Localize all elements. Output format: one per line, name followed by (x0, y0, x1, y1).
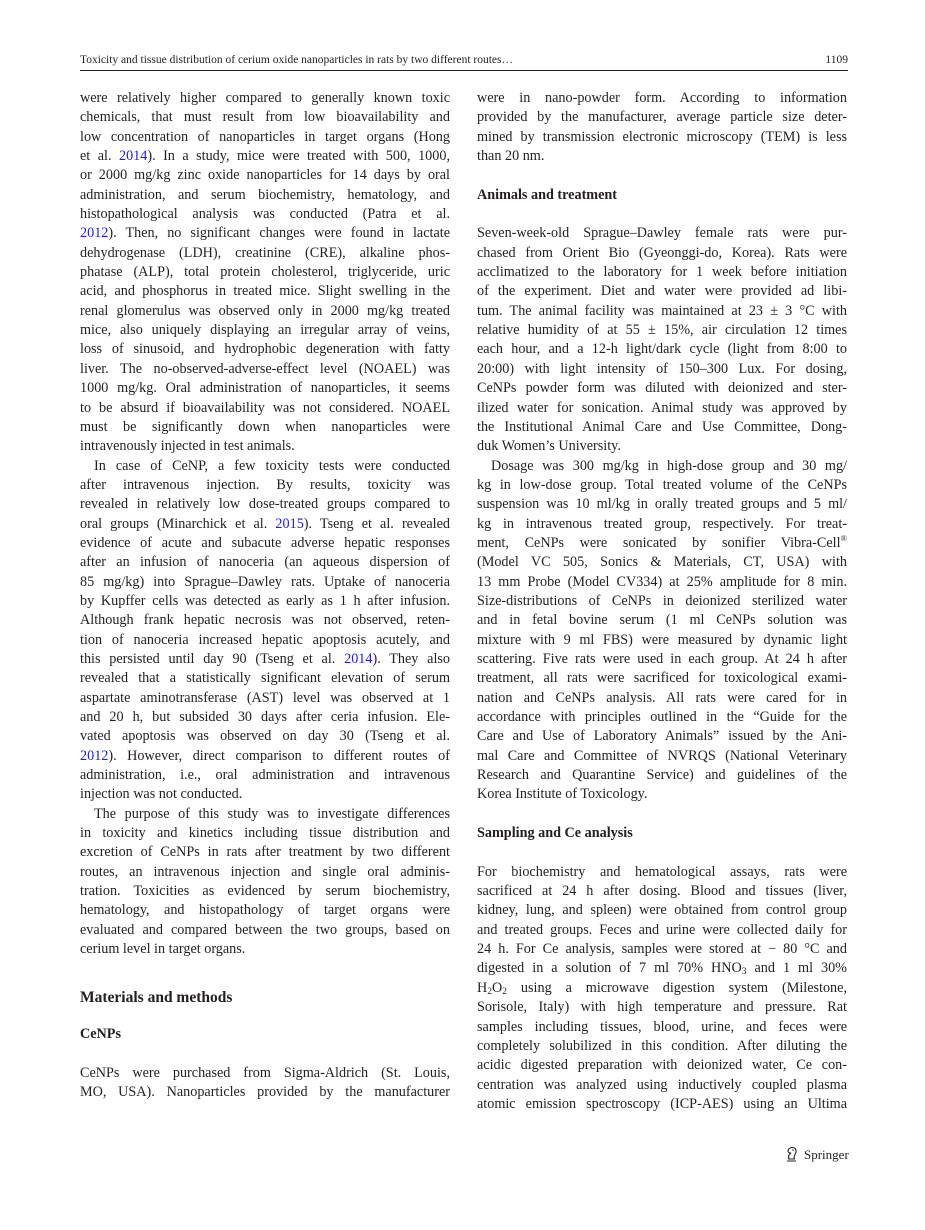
text-line: 13 mm Probe (Model CV334) at 25% amplitude for 8 min. (477, 573, 847, 590)
text-line: each hour, and a 12-h light/dark cycle (light from 8:00 to (477, 341, 847, 358)
text-line: duk Women’s University. (477, 438, 621, 455)
text-line: cerium level in target organs. (80, 941, 246, 958)
text-line: or 2000 mg/kg zinc oxide nanoparticles for 14 days by oral (80, 167, 450, 184)
text-line: intravenously injected in test animals. (80, 438, 295, 455)
text-line: tration. Toxicities as evidenced by serum biochemistry, (80, 883, 450, 900)
text-line: Sorisole, Italy) with high temperature and pressure. Rat (477, 999, 847, 1016)
text-line: liver. The no-observed-adverse-effect level (NOAEL) was (80, 360, 450, 377)
paragraph-sampling (477, 863, 847, 1114)
text-line: 24 h. For Ce analysis, samples were stored at − 80 °C and (477, 941, 847, 958)
text-line: In case of CeNP, a few toxicity tests were conducted (94, 457, 450, 474)
text-line: of the experiment. Diet and water were provided ad libi- (477, 283, 847, 300)
text-line: administration, i.e., oral administration and intravenous (80, 767, 450, 784)
citation-link-minarchick-2015[interactable]: 2015 (275, 515, 304, 532)
text-line: to be absurd if bioavailability was not considered. NOAEL (80, 399, 450, 416)
paragraph-dosage (477, 457, 847, 805)
text-line: must be significantly down when nanoparticles were (80, 418, 450, 435)
paragraph-cenps (80, 1064, 450, 1103)
text-line: acidic digested preparation with deionized water, Ce con- (477, 1057, 847, 1074)
subsection-heading-sampling: Sampling and Ce analysis (477, 825, 633, 842)
text-line: nation and CeNPs analysis. All rats were cared for in (477, 689, 847, 706)
text-line: tion of nanoceria increased hepatic apoptosis acutely, and (80, 631, 450, 648)
running-head (80, 50, 848, 70)
text-line: were in nano-powder form. According to information (477, 90, 847, 106)
text-line: digested in a solution of 7 ml 70% $HNO_3$ and 1 ml 30% (477, 960, 847, 978)
text-line: suspension was 10 ml/kg in orally treated groups and 5 ml/ (477, 496, 847, 513)
left-column (80, 89, 450, 1103)
text-line: atomic emission spectroscopy (ICP-AES) using an Ultima (477, 1095, 847, 1112)
text-line: administration, and serum biochemistry, hematology, and (80, 186, 450, 203)
text-line: loss of sinusoid, and hydrophobic degeneration with fatty (80, 341, 450, 358)
springer-knight-logo-icon (784, 1146, 799, 1163)
page-number: 1109 (825, 54, 848, 66)
citation-link-hong-2014[interactable]: 2014 (118, 148, 148, 165)
subsection-heading-animals-treatment: Animals and treatment (477, 186, 618, 203)
publisher-name: Springer (804, 1146, 849, 1162)
text-line: 1000 mg/kg. Oral administration of nanoparticles, it seems (80, 380, 450, 397)
text-line: routes, an intravenous injection and single oral adminis- (80, 863, 450, 880)
text-line: Korea Institute of Toxicology. (477, 786, 648, 803)
text-line: histopathological analysis was conducted (Patra et al. (80, 206, 450, 223)
text-line: evidence of acute and subacute adverse hepatic responses (80, 534, 450, 551)
paragraph-intro-3 (80, 805, 450, 960)
text-line: hematology, and histopathology of target organs were (80, 902, 450, 919)
text-line: sacrificed at 24 h after dosing. Blood and tissues (liver, (477, 883, 847, 900)
text-line: For biochemistry and hematological assays, rats were (477, 863, 847, 880)
text-line: ilized water for sonication. Animal study was approved by (477, 399, 847, 416)
paragraph-cenps-cont (477, 89, 847, 166)
text-line: this persisted until day 90 (Tseng et al. 2014). They also (80, 650, 450, 667)
text-line: CeNPs were purchased from Sigma-Aldrich (St. Louis, (80, 1064, 450, 1081)
text-line: Although frank hepatic necrosis was not observed, reten- (80, 612, 450, 629)
text-line: relative humidity of at 55 ± 15%, air circulation 12 times (477, 322, 847, 339)
text-line: Dosage was 300 mg/kg in high-dose group and 30 mg/ (491, 457, 847, 474)
text-line: $H_2O_2$ using a microwave digestion system (Milestone, (477, 979, 847, 997)
text-line: kg in low-dose group. Total treated volume of the CeNPs (477, 476, 847, 493)
text-line: acid, and phosphorus in treated mice. Slight swelling in the (80, 283, 450, 300)
text-line: injection was not conducted. (80, 786, 243, 803)
text-line: mice, also uniquely displaying an irregular array of veins, (80, 322, 450, 339)
text-line: oral groups (Minarchick et al. 2015). Tseng et al. revealed (80, 515, 451, 532)
text-line: phatase (ALP), total protein cholesterol, triglyceride, uric (80, 264, 450, 281)
text-line: in toxicity and kinetics including tissue distribution and (80, 825, 450, 842)
text-line: evaluated and compared between the two groups, based on (80, 921, 450, 938)
text-line: and 20 h, but subsided 30 days after ceria infusion. Ele- (80, 709, 450, 725)
text-line: after intravenous injection. By results, toxicity was (80, 476, 450, 493)
text-line: ment, CeNPs were sonicated by sonifier Vibra-Cell® (477, 532, 847, 551)
text-line: acclimatized to the laboratory for 1 week before initiation (477, 264, 847, 281)
section-heading-materials-methods: Materials and methods (80, 988, 233, 1006)
text-line: and treated groups. Feces and urine were collected daily for (477, 921, 847, 938)
text-line: The purpose of this study was to investigate differences (94, 805, 450, 822)
citation-link-tseng-2014[interactable]: 2014 (344, 650, 373, 667)
text-line: dehydrogenase (LDH), creatinine (CRE), alkaline phos- (80, 244, 450, 261)
text-line: vated apoptosis was observed on day 30 (Tseng et al. (80, 728, 450, 745)
header-rule (80, 70, 848, 71)
text-line: et al. 2014). In a study, mice were treated with 500, 1000, (80, 148, 450, 165)
paragraph-intro-2 (80, 457, 450, 805)
right-column (477, 89, 847, 1114)
publisher-logo (784, 1146, 849, 1163)
text-line: mal Care and Committee of NVRQS (National Veterinary (477, 747, 847, 764)
text-line: chemicals, that must result from low bioavailability and (80, 109, 450, 126)
text-line: Seven-week-old Sprague–Dawley female rats were pur- (477, 225, 847, 242)
paragraph-animals (477, 224, 847, 456)
text-line: excretion of CeNPs in rats after treatment by two different (80, 844, 450, 861)
paragraph-intro-1 (80, 89, 450, 457)
text-line: Research and Quarantine Service) and guidelines of the (477, 767, 847, 784)
registered-mark: ® (840, 532, 847, 543)
running-title: Toxicity and tissue distribution of cerium oxide nanoparticles in rats by two different routes… (80, 54, 514, 66)
text-line: were relatively higher compared to generally known toxic (80, 90, 450, 106)
text-line: aspartate aminotransferase (AST) level was observed at 1 (80, 689, 450, 706)
text-line: revealed in relatively low dose-treated groups compared to (80, 496, 450, 513)
text-line: (Model VC 505, Sonics & Materials, CT, USA) with (477, 554, 847, 571)
text-line: 2012). However, direct comparison to different routes of (80, 747, 450, 764)
text-line: provided by the manufacturer, average particle size deter- (477, 109, 847, 126)
text-line: tum. The animal facility was maintained at 23 ± 3 °C with (477, 302, 847, 319)
text-line: chased from Orient Bio (Gyeonggi-do, Korea). Rats were (477, 244, 847, 261)
text-line: renal glomerulus was observed only in 2000 mg/kg treated (80, 302, 450, 319)
text-line: CeNPs powder form was diluted with deionized and ster- (477, 380, 847, 397)
text-line: completely solubilized in this condition. After diluting the (477, 1037, 847, 1054)
text-line: revealed that a statistically significant elevation of serum (80, 670, 450, 687)
text-line: after an infusion of nanoceria (an aqueous dispersion of (80, 554, 450, 571)
text-line: 20:00) with light intensity of 150–300 Lux. For dosing, (477, 360, 847, 377)
text-line: by Kupffer cells was detected as early as 1 h after infusion. (80, 592, 450, 609)
text-line: scattering. Five rats were used in each group. At 24 h after (477, 650, 847, 667)
text-line: mixture with 9 ml FBS) were measured by dynamic light (477, 631, 847, 648)
text-line: Care and Use of Laboratory Animals” issued by the Ani- (477, 728, 847, 745)
text-line: MO, USA). Nanoparticles provided by the manufacturer (80, 1084, 450, 1101)
text-line: low concentration of nanoparticles in target organs (Hong (80, 128, 450, 145)
text-line: centration was analyzed using inductively coupled plasma (477, 1076, 847, 1093)
text-line: samples including tissues, blood, urine, and feces were (477, 1018, 847, 1035)
text-line: 2012). Then, no significant changes were found in lactate (80, 225, 450, 242)
text-line: kg in intravenous treated group, respectively. For treat- (477, 515, 847, 532)
text-line: kidney, lung, and spleen) were obtained from control group (477, 902, 847, 919)
text-line: mined by transmission electronic microscopy (TEM) is less (477, 128, 847, 145)
text-line: Size-distributions of CeNPs in deionized sterilized water (477, 592, 847, 609)
subsection-heading-cenps: CeNPs (80, 1026, 121, 1043)
text-line: and in fetal bovine serum (1 ml CeNPs solution was (477, 612, 847, 629)
text-line: treatment, all rats were sacrificed for toxicological exami- (477, 670, 847, 687)
text-line: 85 mg/kg) into Sprague–Dawley rats. Uptake of nanoceria (80, 573, 450, 590)
text-line: than 20 nm. (477, 148, 545, 165)
citation-link-tseng-2012[interactable]: 2012 (80, 747, 109, 764)
citation-link-patra-2012[interactable]: 2012 (80, 225, 109, 242)
text-line: the Institutional Animal Care and Use Committee, Dong- (477, 418, 847, 435)
text-line: accordance with principles outlined in the “Guide for the (477, 709, 847, 725)
